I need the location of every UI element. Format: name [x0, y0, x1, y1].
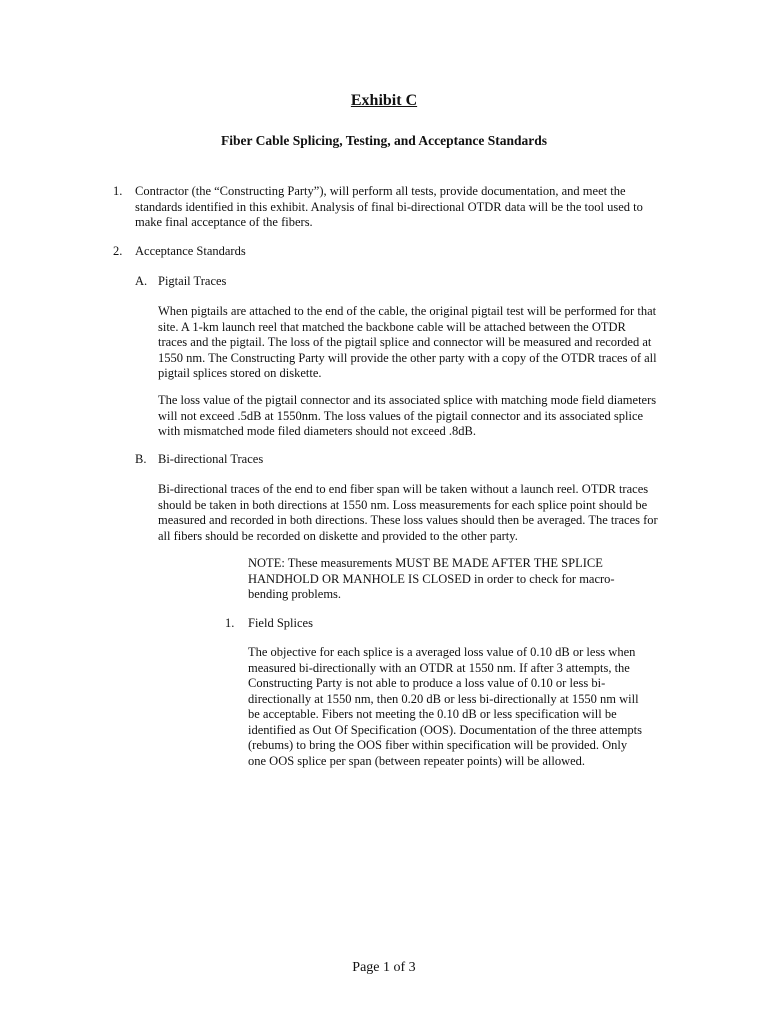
- section-a-letter: A.: [135, 274, 148, 288]
- section-a-paragraph-1: When pigtails are attached to the end of the cable, the original pigtail test will be performed for that site. A 1-km launch reel that matched the backbone cable will be attached between the OTDR traces and the pigtail. The loss of the pigtail splice and connector will be measured and recorded at 1550 nm. The Constructing Party will provide the other party with a copy of the OTDR traces of all pigtail splices stored on diskette.: [158, 304, 657, 380]
- page-subtitle: Fiber Cable Splicing, Testing, and Acceptance Standards: [220, 133, 548, 148]
- item-2-number: 2.: [113, 244, 123, 258]
- page-number-footer: Page 1 of 3: [352, 960, 416, 975]
- section-b-heading: Bi-directional Traces: [158, 452, 264, 466]
- section-b-note: NOTE: These measurements MUST BE MADE AFTER THE SPLICE HANDHOLD OR MANHOLE IS CLOSED in order to check for macro-bending problems.: [248, 556, 615, 601]
- section-b-paragraph-1: Bi-directional traces of the end to end fiber span will be taken without a launch reel. OTDR traces should be taken in both directions at 1550 nm. Loss measurements for each splice point should be measured and recorded in both directions. These loss values should then be averaged. The traces for all fibers should be recorded on diskette and provided to the other party.: [158, 482, 658, 543]
- item-1-text: Contractor (the “Constructing Party”), will perform all tests, provide documentation, and meet the standards identified in this exhibit. Analysis of final bi-directional OTDR data will be the tool used to make final acceptance of the fibers.: [135, 184, 643, 229]
- section-b-letter: B.: [135, 452, 147, 466]
- section-a-paragraph-2: The loss value of the pigtail connector and its associated splice with matching mode field diameters will not exceed .5dB at 1550nm. The loss values of the pigtail connector and its associated splice with mismatched mode filed diameters should not exceed .8dB.: [158, 393, 657, 438]
- field-splices-text: The objective for each splice is a averaged loss value of 0.10 dB or less when measured bi-directionally with an OTDR at 1550 nm. If after 3 attempts, the Constructing Party is not able to produce a loss value of 0.10 or less bi-directionally at 1550 nm, then 0.20 dB or less bi-directionally at 1550 nm will be acceptable. Fibers not meeting the 0.10 dB or less specification will be identified as Out Of Specification (OOS). Documentation of the three attempts (rebums) to bring the OOS fiber within specification will be provided. Only one OOS splice per span (between repeater points) will be allowed.: [248, 645, 642, 768]
- section-a-heading: Pigtail Traces: [158, 274, 227, 288]
- page-title: Exhibit C: [350, 92, 418, 109]
- item-2-heading: Acceptance Standards: [135, 244, 246, 258]
- field-splices-number: 1.: [225, 616, 235, 630]
- item-1-number: 1.: [113, 184, 123, 198]
- field-splices-heading: Field Splices: [248, 616, 313, 630]
